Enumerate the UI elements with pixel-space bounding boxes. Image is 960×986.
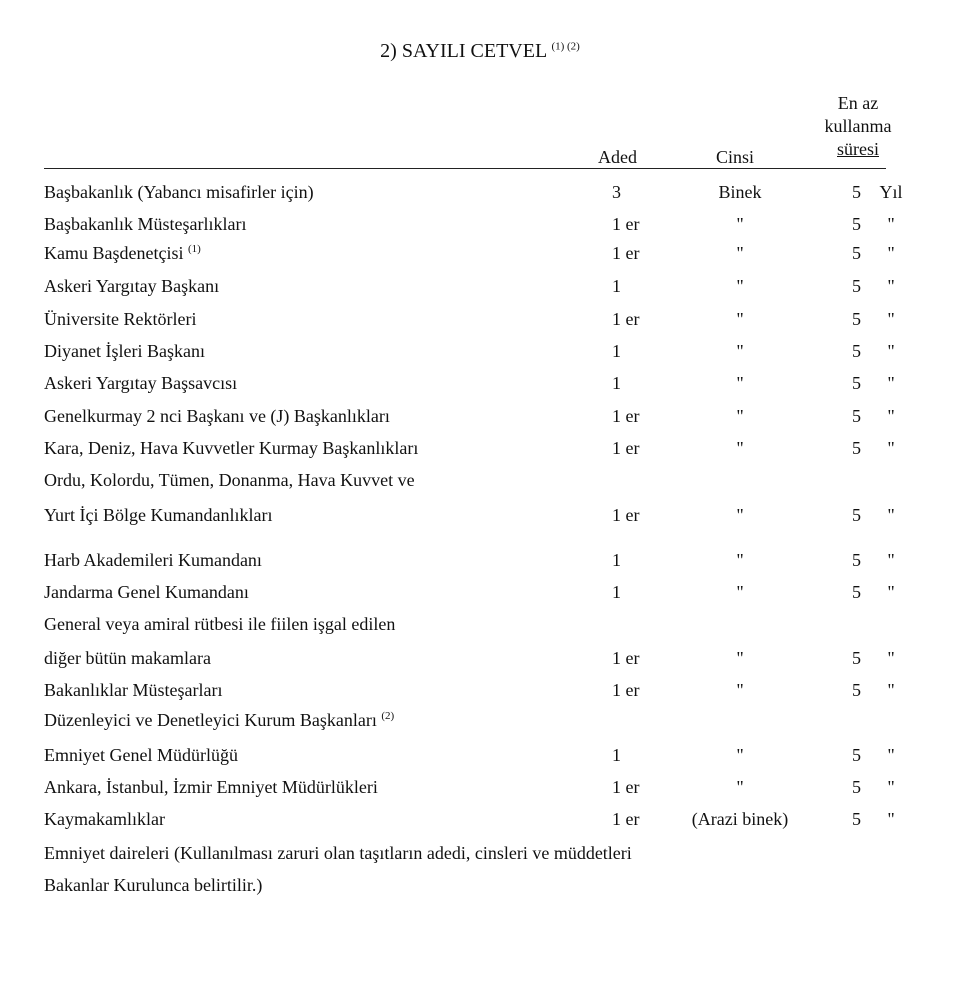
table-row xyxy=(0,341,960,365)
row-unit: " xyxy=(887,680,895,700)
row-aded: 1 xyxy=(612,745,621,765)
row-cinsi: " xyxy=(736,438,744,458)
row-years: 5 xyxy=(852,406,861,426)
row-cinsi: " xyxy=(736,550,744,570)
title-text: 2) SAYILI CETVEL xyxy=(380,40,547,62)
row-label xyxy=(44,406,390,427)
row-label-text: Genelkurmay 2 nci Başkanı ve (J) Başkanlıkları xyxy=(44,406,390,426)
row-aded: 1 er xyxy=(612,777,640,797)
row-label xyxy=(44,438,418,459)
header-min-usage-line1: En az xyxy=(837,93,879,113)
row-cinsi: " xyxy=(736,648,744,668)
table-row xyxy=(0,843,960,867)
row-years: 5 xyxy=(852,373,861,393)
row-unit: Yıl xyxy=(879,182,903,202)
row-unit: " xyxy=(887,550,895,570)
row-label-text: Diyanet İşleri Başkanı xyxy=(44,341,205,361)
row-unit: " xyxy=(887,648,895,668)
row-label-text: Emniyet Genel Müdürlüğü xyxy=(44,745,238,765)
row-aded: 1 er xyxy=(612,214,640,234)
row-years: 5 xyxy=(852,214,861,234)
row-unit: " xyxy=(887,243,895,263)
row-years: 5 xyxy=(852,276,861,296)
row-cinsi: " xyxy=(736,341,744,361)
row-footnote: (1) xyxy=(187,243,201,255)
row-label-text: Askeri Yargıtay Başkanı xyxy=(44,276,220,296)
row-label-text: Askeri Yargıtay Başsavcısı xyxy=(44,373,238,393)
table-row xyxy=(0,745,960,769)
row-label-text: Kara, Deniz, Hava Kuvvetler Kurmay Başkanlıkları xyxy=(44,438,419,458)
row-aded: 3 xyxy=(612,182,621,202)
row-years: 5 xyxy=(852,341,861,361)
row-unit: " xyxy=(887,214,895,234)
row-label-text: Üniversite Rektörleri xyxy=(44,309,197,329)
row-label-text: Kamu Başdenetçisi xyxy=(44,243,184,263)
row-label-text: Düzenleyici ve Denetleyici Kurum Başkanları xyxy=(44,710,377,730)
row-unit: " xyxy=(887,276,895,296)
table-row xyxy=(0,373,960,397)
row-unit: " xyxy=(887,438,895,458)
table-row xyxy=(0,309,960,333)
row-label-text: Emniyet daireleri (Kullanılması zaruri olan taşıtların adedi, cinsleri ve müddetleri xyxy=(44,843,632,863)
table-row xyxy=(0,243,960,267)
row-footnote: (2) xyxy=(381,710,395,722)
row-label xyxy=(44,243,201,264)
row-unit: " xyxy=(887,582,895,602)
row-aded: 1 er xyxy=(612,809,640,829)
row-label xyxy=(44,777,378,798)
row-years: 5 xyxy=(852,648,861,668)
row-unit: " xyxy=(887,309,895,329)
row-cinsi: " xyxy=(736,680,744,700)
row-label-text: diğer bütün makamlara xyxy=(44,648,211,668)
row-cinsi: " xyxy=(736,406,744,426)
row-unit: " xyxy=(887,373,895,393)
row-years: 5 xyxy=(852,550,861,570)
row-aded: 1 xyxy=(612,373,621,393)
table-row xyxy=(0,809,960,833)
row-label-text: Başbakanlık Müsteşarlıkları xyxy=(44,214,247,234)
row-label xyxy=(44,582,249,603)
row-years: 5 xyxy=(852,438,861,458)
row-cinsi: " xyxy=(736,373,744,393)
row-label-text: Bakanlıklar Müsteşarları xyxy=(44,680,223,700)
row-aded: 1 er xyxy=(612,309,640,329)
row-years: 5 xyxy=(852,680,861,700)
header-cinsi: Cinsi xyxy=(716,147,755,167)
row-aded: 1 xyxy=(612,276,621,296)
table-row xyxy=(0,550,960,574)
row-years: 5 xyxy=(852,777,861,797)
row-aded: 1 er xyxy=(612,243,640,263)
row-label xyxy=(44,614,395,635)
table-row xyxy=(0,182,960,206)
row-aded: 1 xyxy=(612,550,621,570)
row-label xyxy=(44,214,246,235)
row-aded: 1 er xyxy=(612,648,640,668)
row-years: 5 xyxy=(852,582,861,602)
row-label-text: Kaymakamlıklar xyxy=(44,809,165,829)
table-row xyxy=(0,710,960,734)
row-years: 5 xyxy=(852,809,861,829)
row-label xyxy=(44,470,415,491)
row-years: 5 xyxy=(852,243,861,263)
row-label xyxy=(44,373,237,394)
header-aded: Aded xyxy=(598,147,637,167)
table-row xyxy=(0,276,960,300)
row-label-text: Başbakanlık (Yabancı misafirler için) xyxy=(44,182,314,202)
row-label-text: Ankara, İstanbul, İzmir Emniyet Müdürlükleri xyxy=(44,777,378,797)
header-rule xyxy=(44,168,886,169)
row-label xyxy=(44,648,211,669)
table-row xyxy=(0,582,960,606)
row-unit: " xyxy=(887,809,895,829)
table-row xyxy=(0,875,960,899)
row-years: 5 xyxy=(852,745,861,765)
row-cinsi: " xyxy=(736,777,744,797)
row-label-text: Harb Akademileri Kumandanı xyxy=(44,550,262,570)
row-cinsi: " xyxy=(736,582,744,602)
table-row xyxy=(0,406,960,430)
row-label xyxy=(44,745,238,766)
row-label-text: Jandarma Genel Kumandanı xyxy=(44,582,249,602)
row-unit: " xyxy=(887,341,895,361)
row-label xyxy=(44,809,165,830)
row-label xyxy=(44,309,196,330)
row-label-text: Yurt İçi Bölge Kumandanlıkları xyxy=(44,505,273,525)
row-cinsi: (Arazi binek) xyxy=(691,809,789,829)
row-label xyxy=(44,550,262,571)
table-row xyxy=(0,777,960,801)
row-years: 5 xyxy=(852,309,861,329)
row-label xyxy=(44,182,314,203)
row-years: 5 xyxy=(852,182,861,202)
row-cinsi: " xyxy=(736,745,744,765)
row-unit: " xyxy=(887,745,895,765)
row-label xyxy=(44,341,205,362)
row-label xyxy=(44,276,219,297)
table-row xyxy=(0,680,960,704)
document-title xyxy=(0,40,960,63)
row-label-text: General veya amiral rütbesi ile fiilen işgal edilen xyxy=(44,614,396,634)
row-unit: " xyxy=(887,406,895,426)
row-aded: 1 er xyxy=(612,438,640,458)
row-cinsi: " xyxy=(736,505,744,525)
row-cinsi: " xyxy=(736,243,744,263)
row-aded: 1 xyxy=(612,582,621,602)
table-row xyxy=(0,470,960,494)
row-aded: 1 er xyxy=(612,505,640,525)
row-label xyxy=(44,843,632,864)
header-min-usage-line3: süresi xyxy=(837,139,879,159)
row-cinsi: " xyxy=(736,214,744,234)
row-label xyxy=(44,505,272,526)
row-cinsi: " xyxy=(736,309,744,329)
row-label xyxy=(44,875,262,896)
table-row xyxy=(0,505,960,529)
header-min-usage-line2: kullanma xyxy=(824,116,892,136)
row-aded: 1 xyxy=(612,341,621,361)
title-footnote: (1) (2) xyxy=(551,40,580,53)
row-label-text: Bakanlar Kurulunca belirtilir.) xyxy=(44,875,263,895)
table-row xyxy=(0,214,960,238)
row-years: 5 xyxy=(852,505,861,525)
table-row xyxy=(0,614,960,638)
row-unit: " xyxy=(887,505,895,525)
table-row xyxy=(0,648,960,672)
row-aded: 1 er xyxy=(612,406,640,426)
row-unit: " xyxy=(887,777,895,797)
header-min-usage xyxy=(806,92,910,161)
row-cinsi: " xyxy=(736,276,744,296)
row-label xyxy=(44,710,394,731)
row-aded: 1 er xyxy=(612,680,640,700)
row-cinsi: Binek xyxy=(718,182,762,202)
table-row xyxy=(0,438,960,462)
row-label xyxy=(44,680,222,701)
row-label-text: Ordu, Kolordu, Tümen, Donanma, Hava Kuvvet ve xyxy=(44,470,415,490)
